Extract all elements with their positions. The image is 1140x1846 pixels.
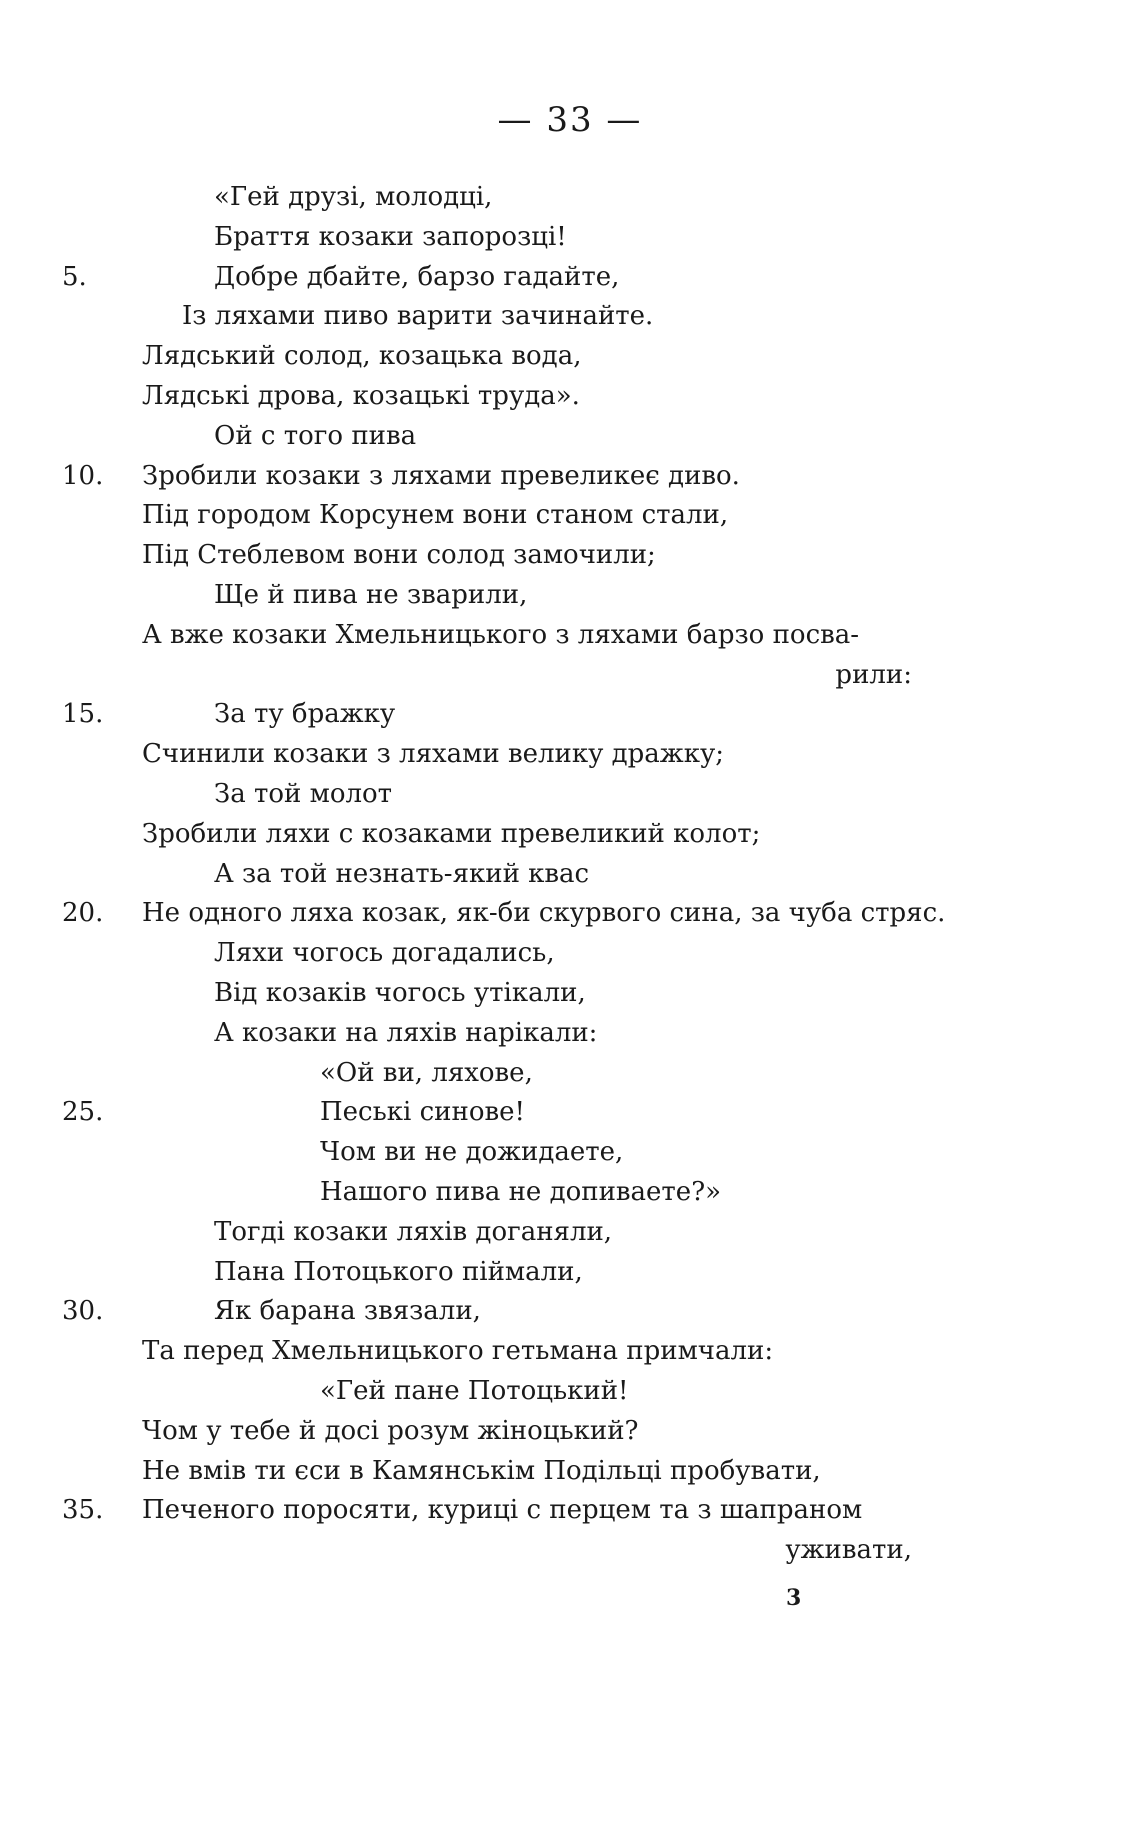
line-number: 5. xyxy=(62,261,87,292)
line-text: А козаки на ляхів нарікали: xyxy=(214,1017,598,1048)
line-text: Пеські синове! xyxy=(320,1097,525,1128)
line-text: Добре дбайте, барзо гадайте, xyxy=(214,261,620,292)
line-number: 15. xyxy=(62,699,104,730)
poem-line xyxy=(0,1133,1140,1173)
line-text: А за той незнать-який квас xyxy=(214,858,590,889)
poem-line xyxy=(0,695,1140,735)
poem-line xyxy=(0,576,1140,616)
poem-line xyxy=(0,1531,1140,1571)
line-text: Тогді козаки ляхів доганяли, xyxy=(214,1216,613,1247)
line-text: «Гей пане Потоцький! xyxy=(320,1375,629,1406)
line-text: рили: xyxy=(835,659,912,690)
poem-line xyxy=(0,934,1140,974)
line-text: Ляхи чогось догадались, xyxy=(214,938,555,969)
poem-line xyxy=(0,297,1140,337)
line-text: Як барана звязали, xyxy=(214,1296,481,1327)
poem-line xyxy=(0,1332,1140,1372)
poem-line xyxy=(0,1093,1140,1133)
poem-line xyxy=(0,1292,1140,1332)
line-text: Від козаків чогось утікали, xyxy=(214,977,586,1008)
poem-line xyxy=(0,775,1140,815)
line-text: За ту бражку xyxy=(214,699,396,730)
line-text: Чом ви не дожидаете, xyxy=(320,1137,624,1168)
poem-line xyxy=(0,1253,1140,1293)
line-text: «Гей друзі, молодці, xyxy=(214,182,493,212)
line-text: Під Стеблевом вони солод замочили; xyxy=(142,540,656,571)
poem-line xyxy=(0,855,1140,895)
poem-line xyxy=(0,1054,1140,1094)
line-number: 30. xyxy=(62,1296,104,1327)
line-number: 10. xyxy=(62,460,104,491)
line-text: уживати, xyxy=(785,1535,912,1566)
poem-line xyxy=(0,178,1140,218)
poem-line xyxy=(0,974,1140,1014)
poem-line xyxy=(0,536,1140,576)
line-text: Чом у тебе й досі розум жіноцький? xyxy=(142,1415,639,1446)
line-text: «Ой ви, ляхове, xyxy=(320,1057,533,1088)
line-text: Счинили козаки з ляхами велику дражку; xyxy=(142,739,725,770)
poem-line xyxy=(0,258,1140,298)
line-text: Ще й пива не зварили, xyxy=(214,579,528,610)
poem-line xyxy=(0,656,1140,696)
poem-line xyxy=(0,735,1140,775)
line-text: Пана Потоцького піймали, xyxy=(214,1256,583,1287)
page-number: — 33 — xyxy=(497,100,643,140)
line-number: 35. xyxy=(62,1495,104,1526)
poem-line xyxy=(0,616,1140,656)
poem xyxy=(0,178,1140,1571)
poem-line xyxy=(0,1452,1140,1492)
poem-line xyxy=(0,815,1140,855)
line-number: 25. xyxy=(62,1097,104,1128)
poem-line xyxy=(0,337,1140,377)
line-text: Не вмів ти єси в Камянськім Подільці пробувати, xyxy=(142,1455,821,1486)
poem-line xyxy=(0,1173,1140,1213)
poem-line xyxy=(0,894,1140,934)
poem-line xyxy=(0,377,1140,417)
poem-line xyxy=(0,417,1140,457)
signature-mark: 3 xyxy=(786,1585,802,1611)
line-text: За той молот xyxy=(214,778,393,809)
line-text: Ой с того пива xyxy=(214,420,417,451)
line-text: Нашого пива не допиваете?» xyxy=(320,1176,722,1207)
poem-line xyxy=(0,457,1140,497)
line-text: Лядські дрова, козацькі труда». xyxy=(142,380,580,411)
line-text: Лядський солод, козацька вода, xyxy=(142,341,582,372)
poem-line xyxy=(0,1014,1140,1054)
poem-line xyxy=(0,1491,1140,1531)
line-text: А вже козаки Хмельницького з ляхами барзо посва- xyxy=(142,619,860,650)
poem-line xyxy=(0,1412,1140,1452)
poem-line xyxy=(0,1213,1140,1253)
line-text: Зробили ляхи с козаками превеликий колот; xyxy=(142,818,761,849)
line-number: 20. xyxy=(62,898,104,929)
line-text: Із ляхами пиво варити зачинайте. xyxy=(182,301,654,332)
poem-line xyxy=(0,1372,1140,1412)
line-text: Не одного ляха козак, як-би скурвого сина, за чуба стряс. xyxy=(142,898,946,929)
line-text: Браття козаки запорозці! xyxy=(214,221,567,252)
line-text: Зробили козаки з ляхами превеликеє диво. xyxy=(142,460,740,491)
line-text: Та перед Хмельницького гетьмана примчали: xyxy=(142,1336,774,1367)
poem-line xyxy=(0,218,1140,258)
poem-line xyxy=(0,496,1140,536)
line-text: Під городом Корсунем вони станом стали, xyxy=(142,500,729,531)
line-text: Печеного поросяти, куриці с перцем та з шапраном xyxy=(142,1495,863,1526)
